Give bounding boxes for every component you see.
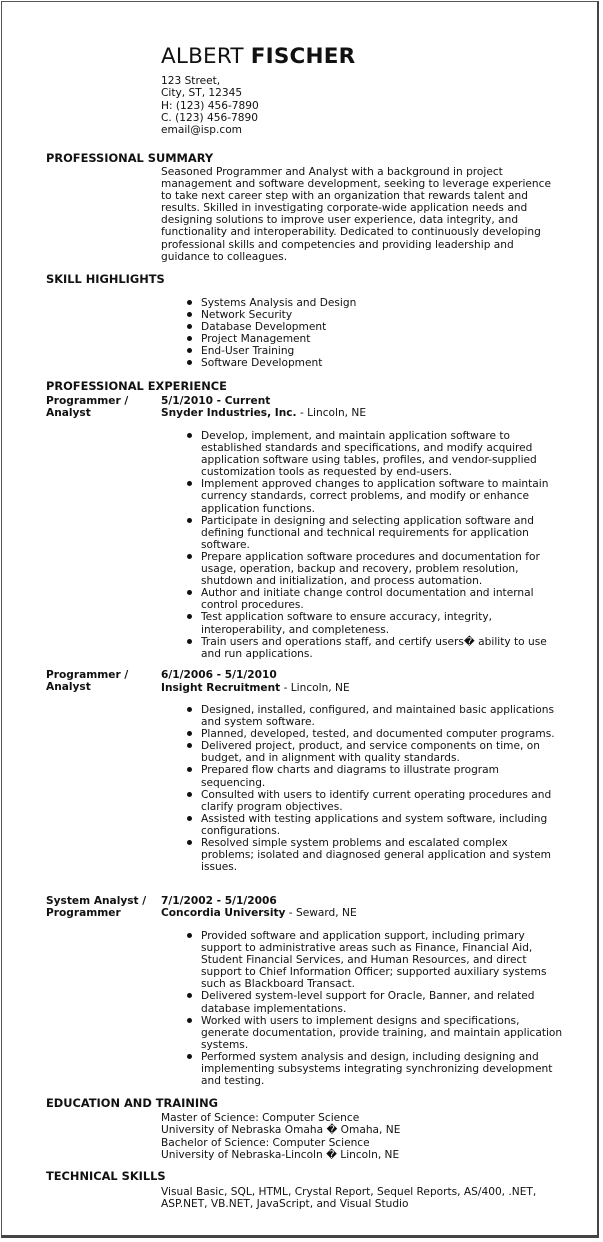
duty-text: Consulted with users to identify current operating procedures and clarify program objectives. — [201, 788, 552, 813]
list-item — [185, 740, 563, 764]
job-employer — [161, 682, 350, 694]
company-name: Insight Recruitment — [161, 682, 281, 694]
skill-text: Project Management — [201, 333, 311, 346]
job-title: Programmer / Analyst — [46, 669, 129, 694]
section-title-education: EDUCATION AND TRAINING — [46, 1096, 218, 1110]
degree-1: Master of Science: Computer Science — [161, 1112, 360, 1124]
job-employer — [161, 407, 366, 419]
bullet-icon — [187, 324, 192, 329]
company-location: - Seward, NE — [285, 907, 357, 919]
resume-page — [1, 1, 599, 1238]
list-item — [185, 321, 485, 333]
list-item — [185, 728, 563, 740]
bullet-icon — [187, 1018, 192, 1023]
degree-2: Bachelor of Science: Computer Science — [161, 1136, 370, 1149]
first-name: ALBERT — [161, 44, 244, 69]
bullet-icon — [187, 481, 192, 486]
company-location: - Lincoln, NE — [280, 682, 350, 694]
bullet-icon — [187, 336, 192, 341]
list-item — [185, 764, 563, 788]
list-item — [185, 309, 485, 321]
school-2: University of Nebraska-Lincoln � Lincoln, NE — [161, 1148, 400, 1161]
list-item — [185, 813, 563, 837]
list-item — [185, 837, 563, 873]
contact-block — [161, 75, 259, 136]
bullet-icon — [187, 614, 192, 619]
duty-text: Author and initiate change control documentation and internal control procedures. — [201, 587, 534, 612]
list-item — [185, 551, 563, 587]
skill-text: Software Development — [201, 357, 323, 370]
bullet-icon — [187, 300, 192, 305]
section-title-technical: TECHNICAL SKILLS — [46, 1169, 166, 1183]
list-item — [185, 704, 563, 728]
list-item — [185, 611, 563, 635]
duty-text: Planned, developed, tested, and documented computer programs. — [201, 728, 555, 741]
list-item — [185, 636, 563, 660]
section-title-experience: PROFESSIONAL EXPERIENCE — [46, 379, 227, 393]
list-item — [185, 333, 485, 345]
list-item — [185, 357, 485, 369]
bullet-icon — [187, 1054, 192, 1059]
duty-text: Resolved simple system problems and escalated complex problems; isolated and diagnosed general application and system issues. — [201, 837, 551, 874]
bullet-icon — [187, 590, 192, 595]
list-item — [185, 430, 563, 478]
duty-text: Implement approved changes to application software to maintain currency standards, correct problems, and modify or enhance application functions. — [201, 478, 549, 515]
school-1: University of Nebraska Omaha � Omaha, NE — [161, 1124, 401, 1137]
job-employer — [161, 907, 357, 919]
job-duties-list — [185, 704, 563, 873]
last-name: FISCHER — [250, 44, 356, 69]
bullet-icon — [187, 433, 192, 438]
company-name: Concordia University — [161, 907, 286, 919]
bullet-icon — [187, 731, 192, 736]
list-item — [185, 930, 563, 990]
list-item — [185, 990, 563, 1014]
contact-email: email@isp.com — [161, 124, 242, 137]
duty-text: Delivered project, product, and service components on time, on budget, and in alignment with quality standards. — [201, 740, 540, 765]
job-title: System Analyst / Programmer — [46, 895, 147, 920]
skill-text: Network Security — [201, 309, 293, 322]
bullet-icon — [187, 707, 192, 712]
job-dates: 6/1/2006 - 5/1/2010 — [161, 669, 277, 681]
contact-home-phone: H: (123) 456-7890 — [161, 99, 259, 112]
duty-text: Designed, installed, configured, and maintained basic applications and system software. — [201, 704, 554, 729]
bullet-icon — [187, 993, 192, 998]
duty-text: Worked with users to implement designs and specifications, generate documentation, provide training, and maintain application systems. — [201, 1014, 563, 1051]
education-block — [161, 1112, 400, 1161]
bullet-icon — [187, 360, 192, 365]
summary-text: Seasoned Programmer and Analyst with a background in project management and software development, seeking to leverage experience to take next career step with an organization that rewards talent and results. Skilled in investigating corporate-wide application needs and designing solutions to improve user experience, data integrity, and functionality and interoperability. Dedicated to continuously developing professional skills and competencies and providing leadership and guidance to colleagues. — [161, 166, 551, 263]
duty-text: Assisted with testing applications and system software, including configurations. — [201, 812, 548, 837]
duty-text: Prepared flow charts and diagrams to illustrate program sequencing. — [201, 764, 499, 789]
duty-text: Test application software to ensure accuracy, integrity, interoperability, and completeness. — [201, 611, 493, 636]
job-duties-list — [185, 930, 563, 1087]
duty-text: Delivered system-level support for Oracle, Banner, and related database implementations. — [201, 990, 535, 1015]
skill-text: Database Development — [201, 321, 327, 334]
company-name: Snyder Industries, Inc. — [161, 407, 297, 419]
duty-text: Train users and operations staff, and certify users� ability to use and run applications. — [201, 635, 547, 660]
bullet-icon — [187, 518, 192, 523]
section-title-summary: PROFESSIONAL SUMMARY — [46, 151, 214, 165]
list-item — [185, 515, 563, 551]
job-dates: 7/1/2002 - 5/1/2006 — [161, 895, 277, 907]
skills-list — [185, 297, 485, 370]
duty-text: Performed system analysis and design, including designing and implementing subsystems integrating synchronizing development and testing. — [201, 1050, 553, 1088]
bullet-icon — [187, 840, 192, 845]
technical-skills-text: Visual Basic, SQL, HTML, Crystal Report, Sequel Reports, AS/400, .NET, ASP.NET, VB.NET, JavaScript, and Visual Studio — [161, 1186, 537, 1211]
bullet-icon — [187, 816, 192, 821]
bullet-icon — [187, 312, 192, 317]
section-title-skills: SKILL HIGHLIGHTS — [46, 272, 165, 286]
list-item — [185, 789, 563, 813]
candidate-name — [161, 44, 355, 70]
company-location: - Lincoln, NE — [296, 407, 367, 419]
duty-text: Participate in designing and selecting application software and defining functional and technical requirements for application software. — [201, 514, 534, 551]
contact-street: 123 Street, — [161, 75, 221, 87]
job-duties-list — [185, 430, 563, 660]
bullet-icon — [187, 743, 192, 748]
list-item — [185, 345, 485, 357]
bullet-icon — [187, 639, 192, 644]
list-item — [185, 297, 485, 309]
job-dates: 5/1/2010 - Current — [161, 395, 271, 407]
list-item — [185, 478, 563, 514]
bullet-icon — [187, 792, 192, 797]
duty-text: Prepare application software procedures and documentation for usage, operation, backup and recovery, problem resolution, shutdown and initialization, and process automation. — [201, 550, 540, 588]
skill-text: Systems Analysis and Design — [201, 297, 357, 309]
bullet-icon — [187, 554, 192, 559]
skill-text: End-User Training — [201, 345, 295, 358]
contact-cell-phone: C. (123) 456-7890 — [161, 111, 258, 124]
duty-text: Provided software and application support, including primary support to administrative areas such as Finance, Financial Aid, Student Financial Services, and Human Resources, and direct support to Chief Information Officer; supported auxiliary systems such as Blackboard Transact. — [201, 930, 547, 991]
bullet-icon — [187, 348, 192, 353]
list-item — [185, 1015, 563, 1051]
contact-city: City, ST, 12345 — [161, 87, 243, 100]
bullet-icon — [187, 933, 192, 938]
list-item — [185, 587, 563, 611]
job-title: Programmer / Analyst — [46, 395, 129, 420]
bullet-icon — [187, 767, 192, 772]
duty-text: Develop, implement, and maintain application software to established standards and specifications, and modify acquired application software using tables, profiles, and vendor-supplied customization tools as requested by end-users. — [201, 430, 537, 479]
list-item — [185, 1051, 563, 1087]
